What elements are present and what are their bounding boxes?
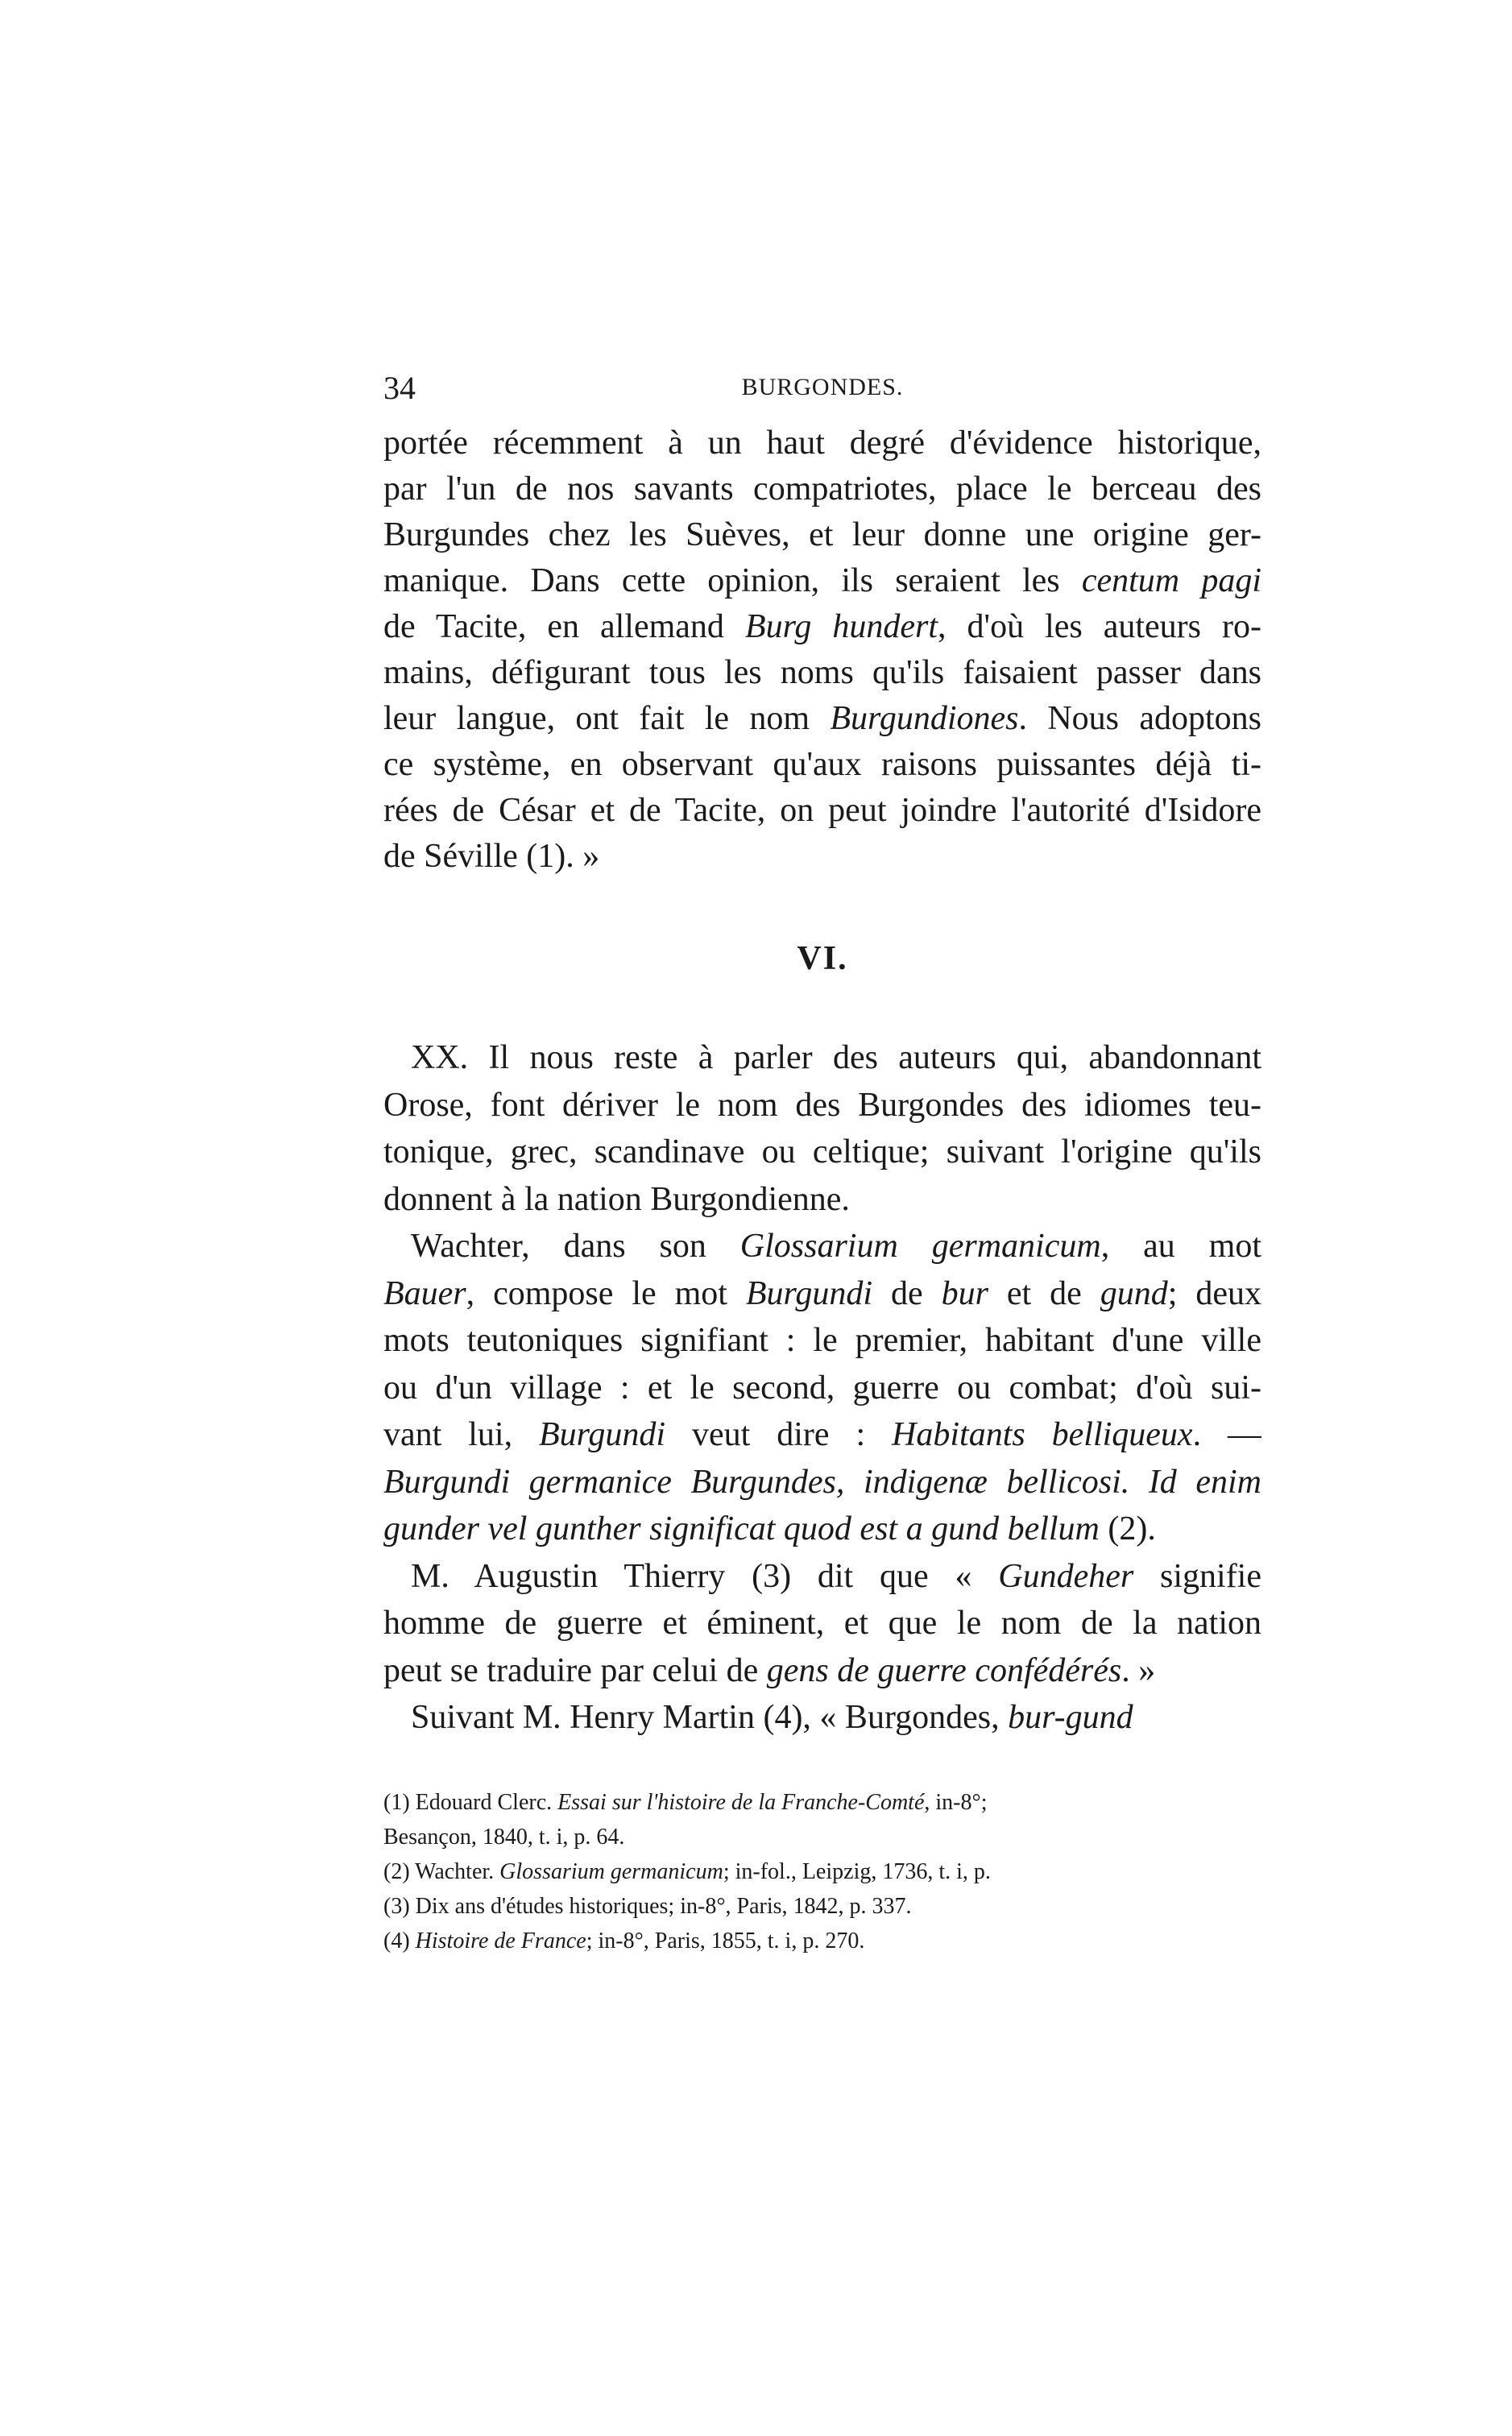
italic-text: gunder vel gunther significat quod est a gund bellum <box>383 1510 1100 1547</box>
text-segment: M. Augustin Thierry (3) dit que « <box>411 1557 999 1595</box>
footnote-line <box>383 1854 1261 1889</box>
section-heading: VI. <box>797 940 848 977</box>
text-segment: de <box>872 1274 942 1312</box>
text-segment: veut dire : <box>665 1416 893 1453</box>
italic-text: Habitants belliqueux <box>892 1416 1193 1453</box>
text-line <box>383 650 1261 696</box>
text-segment: ; deux <box>1167 1274 1261 1312</box>
text-segment: Wachter, dans son <box>411 1228 740 1265</box>
italic-text: Glossarium germanicum <box>739 1228 1101 1265</box>
text-segment: portée récemment à un haut degré d'évidence historique, <box>383 425 1261 462</box>
italic-text: Burgundi <box>745 1274 873 1312</box>
italic-text: Bauer <box>383 1274 466 1312</box>
text-line <box>383 466 1261 512</box>
text-line <box>383 1647 1261 1695</box>
text-segment: peut se traduire par celui de <box>383 1651 767 1689</box>
text-line <box>383 1694 1261 1742</box>
text-segment: ou d'un village : et le second, guerre ou combat; d'où sui- <box>383 1369 1261 1406</box>
italic-text: bur <box>941 1274 988 1312</box>
footnote-line <box>383 1889 1261 1924</box>
italic-text: bur-gund <box>1008 1699 1133 1736</box>
footnote-line <box>383 1924 1261 1958</box>
text-segment: ; in-8°, Paris, 1855, t. i, p. 270. <box>586 1928 865 1953</box>
text-segment: (2). <box>1099 1510 1156 1547</box>
text-line <box>383 834 1261 880</box>
text-line <box>383 1459 1261 1506</box>
text-segment: (2) Wachter. <box>383 1859 500 1884</box>
text-line <box>383 788 1261 834</box>
italic-text: gund <box>1100 1274 1168 1312</box>
text-line <box>383 1506 1261 1553</box>
italic-text: Burgundi <box>538 1416 666 1453</box>
text-segment: . — <box>1192 1416 1261 1453</box>
text-line <box>383 1365 1261 1412</box>
italic-text: Glossarium germanicum <box>499 1859 723 1884</box>
text-segment: de Séville (1). » <box>383 838 600 875</box>
italic-text: Burgundi germanice Burgundes, indigenæ bellicosi. Id enim <box>383 1463 1261 1501</box>
footnotes <box>383 1785 1261 1958</box>
text-line <box>383 512 1261 558</box>
text-segment: signifie <box>1133 1557 1261 1595</box>
italic-text: Gundeher <box>998 1557 1134 1595</box>
text-segment: Besançon, 1840, t. i, p. 64. <box>383 1825 625 1850</box>
text-line <box>383 1223 1261 1270</box>
body-text-bottom <box>383 1034 1261 1742</box>
footnote-line <box>383 1820 1261 1854</box>
text-segment: Orose, font dériver le nom des Burgondes des idiomes teu- <box>383 1086 1261 1124</box>
text-segment: tonique, grec, scandinave ou celtique; suivant l'origine qu'ils <box>383 1133 1261 1170</box>
text-line <box>383 696 1261 742</box>
text-segment: ce système, en observant qu'aux raisons puissantes déjà ti- <box>383 746 1261 783</box>
text-line <box>383 1553 1261 1601</box>
text-line <box>383 1317 1261 1365</box>
text-segment: (3) Dix ans d'études historiques; in-8°, Paris, 1842, p. 337. <box>383 1894 912 1919</box>
text-segment: XX. Il nous reste à parler des auteurs qui, abandonnant <box>411 1039 1261 1076</box>
text-segment: manique. Dans cette opinion, ils seraient les <box>383 562 1082 599</box>
running-title: BURGONDES. <box>741 374 904 400</box>
text-segment: par l'un de nos savants compatriotes, place le berceau des <box>383 470 1261 508</box>
page-number: 34 <box>383 370 416 406</box>
text-segment: . » <box>1121 1651 1156 1689</box>
page-header <box>383 369 1261 417</box>
text-segment: leur langue, ont fait le nom <box>383 700 831 737</box>
text-segment: Suivant M. Henry Martin (4), « Burgondes, <box>411 1699 1009 1736</box>
text-segment: , in-8°; <box>924 1790 988 1815</box>
body-text-top <box>383 420 1261 880</box>
text-segment: rées de César et de Tacite, on peut joindre l'autorité d'Isidore <box>383 792 1261 829</box>
text-line <box>383 1270 1261 1318</box>
text-line <box>383 1176 1261 1224</box>
text-segment: mains, défigurant tous les noms qu'ils faisaient passer dans <box>383 654 1261 691</box>
text-segment: mots teutoniques signifiant : le premier, habitant d'une ville <box>383 1322 1261 1359</box>
italic-text: Histoire de France <box>415 1928 586 1953</box>
text-segment: , compose le mot <box>466 1274 746 1312</box>
text-line <box>383 420 1261 466</box>
italic-text: centum pagi <box>1081 562 1261 599</box>
text-line <box>383 1034 1261 1082</box>
italic-text: Burg hundert <box>744 608 938 645</box>
italic-text: gens de guerre confédérés <box>766 1651 1122 1689</box>
footnote-line <box>383 1785 1261 1820</box>
text-segment: (4) <box>383 1928 416 1953</box>
text-segment: ; in-fol., Leipzig, 1736, t. i, p. <box>723 1859 991 1884</box>
text-segment: . Nous adoptons <box>1018 700 1261 737</box>
text-line <box>383 604 1261 650</box>
text-line <box>383 1411 1261 1459</box>
italic-text: Burgundiones <box>830 700 1019 737</box>
text-segment: donnent à la nation Burgondienne. <box>383 1180 850 1218</box>
text-segment: Burgundes chez les Suèves, et leur donne une origine ger- <box>383 516 1261 553</box>
text-segment: (1) Edouard Clerc. <box>383 1790 558 1815</box>
text-segment: homme de guerre et éminent, et que le nom de la nation <box>383 1605 1261 1642</box>
text-segment: , d'où les auteurs ro- <box>938 608 1261 645</box>
text-segment: et de <box>988 1274 1100 1312</box>
text-segment: , au mot <box>1100 1228 1261 1265</box>
text-segment: de Tacite, en allemand <box>383 608 745 645</box>
text-line <box>383 558 1261 604</box>
text-line <box>383 742 1261 788</box>
text-segment: vant lui, <box>383 1416 539 1453</box>
text-line <box>383 1600 1261 1647</box>
text-line <box>383 1082 1261 1129</box>
italic-text: Essai sur l'histoire de la Franche-Comté <box>557 1790 925 1815</box>
text-line <box>383 1129 1261 1176</box>
